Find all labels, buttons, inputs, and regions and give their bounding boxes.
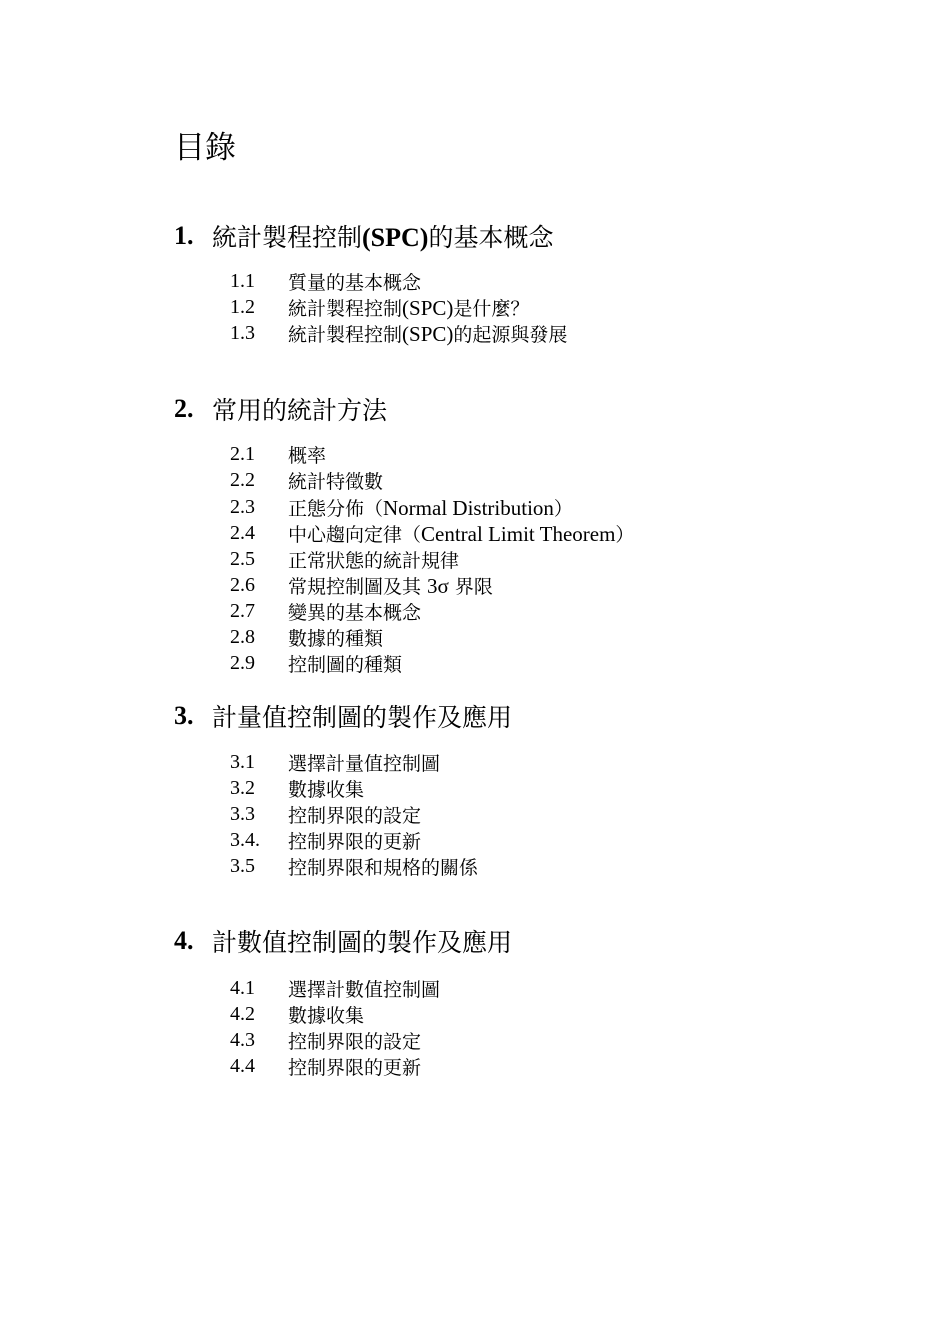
- chapter-number: 4.: [174, 926, 194, 955]
- entry-title: 控制界限和規格的關係: [288, 856, 479, 879]
- entry-number: 2.3: [230, 495, 255, 518]
- entry-title: 統計特徵數: [288, 470, 384, 493]
- chapter-heading: [174, 389, 387, 429]
- toc-entry: [230, 853, 478, 879]
- entry-title: 中心趨向定律（Central Limit Theorem）: [288, 521, 635, 546]
- entry-number: 3.4.: [230, 828, 260, 851]
- entry-title: 控制界限的設定: [288, 1030, 422, 1053]
- entry-title: 統計製程控制(SPC)的起源與發展: [288, 321, 568, 346]
- entry-title: 數據收集: [288, 778, 365, 801]
- entry-number: 4.1: [230, 976, 255, 999]
- entry-title: 變異的基本概念: [288, 601, 422, 624]
- toc-entry: [230, 494, 573, 520]
- toc-entry: [230, 775, 364, 801]
- chapter-title: 常用的統計方法: [212, 396, 388, 425]
- entry-title: 控制界限的更新: [288, 1056, 422, 1079]
- toc-entry: [230, 624, 383, 650]
- chapter-heading: [174, 921, 512, 961]
- chapter-number: 3.: [174, 701, 194, 730]
- entry-number: 3.2: [230, 776, 255, 799]
- entry-title: 統計製程控制(SPC)是什麼？: [288, 295, 530, 320]
- toc-entry: [230, 827, 421, 853]
- entry-number: 4.2: [230, 1002, 255, 1025]
- toc-entry: [230, 268, 421, 294]
- chapter-title: 計數值控制圖的製作及應用: [212, 928, 513, 957]
- entry-number: 2.1: [230, 442, 255, 465]
- toc-entry: [230, 598, 421, 624]
- chapter-number: 1.: [174, 221, 194, 250]
- toc-entry: [230, 441, 326, 467]
- toc-entry: [230, 650, 402, 676]
- chapter-heading: [174, 216, 553, 256]
- entry-number: 2.9: [230, 651, 255, 674]
- entry-number: 2.7: [230, 599, 255, 622]
- entry-title: 常規控制圖及其 3σ 界限: [288, 573, 493, 598]
- entry-number: 1.3: [230, 321, 255, 344]
- entry-title: 數據收集: [288, 1004, 365, 1027]
- toc-entry: [230, 975, 440, 1001]
- toc-entry: [230, 467, 383, 493]
- toc-entry: [230, 294, 529, 320]
- chapter-heading: [174, 696, 512, 736]
- entry-title: 控制圖的種類: [288, 653, 403, 676]
- toc-entry: [230, 572, 493, 598]
- toc-entry: [230, 1053, 421, 1079]
- entry-title: 正常狀態的統計規律: [288, 549, 460, 572]
- toc-entry: [230, 1027, 421, 1053]
- entry-number: 4.3: [230, 1028, 255, 1051]
- chapter-number: 2.: [174, 394, 194, 423]
- entry-number: 2.6: [230, 573, 255, 596]
- entry-number: 2.8: [230, 625, 255, 648]
- toc-entry: [230, 749, 440, 775]
- entry-title: 質量的基本概念: [288, 271, 422, 294]
- toc-entry: [230, 1001, 364, 1027]
- entry-title: 選擇計量值控制圖: [288, 752, 441, 775]
- entry-number: 2.4: [230, 521, 255, 544]
- entry-title: 選擇計數值控制圖: [288, 978, 441, 1001]
- entry-number: 1.2: [230, 295, 255, 318]
- toc-entry: [230, 546, 459, 572]
- toc-entry: [230, 320, 567, 346]
- entry-title: 控制界限的更新: [288, 830, 422, 853]
- entry-number: 3.1: [230, 750, 255, 773]
- entry-number: 2.5: [230, 547, 255, 570]
- toc-entry: [230, 801, 421, 827]
- entry-title: 正態分佈（Normal Distribution）: [288, 495, 573, 520]
- toc-entry: [230, 520, 634, 546]
- entry-title: 數據的種類: [288, 627, 384, 650]
- entry-number: 4.4: [230, 1054, 255, 1077]
- entry-title: 控制界限的設定: [288, 804, 422, 827]
- entry-title: 概率: [288, 444, 327, 467]
- entry-number: 2.2: [230, 468, 255, 491]
- toc-title: 目錄: [174, 130, 236, 166]
- entry-number: 1.1: [230, 269, 255, 292]
- entry-number: 3.5: [230, 854, 255, 877]
- chapter-title: 計量值控制圖的製作及應用: [212, 703, 513, 732]
- entry-number: 3.3: [230, 802, 255, 825]
- chapter-title: 統計製程控制(SPC)的基本概念: [212, 223, 554, 252]
